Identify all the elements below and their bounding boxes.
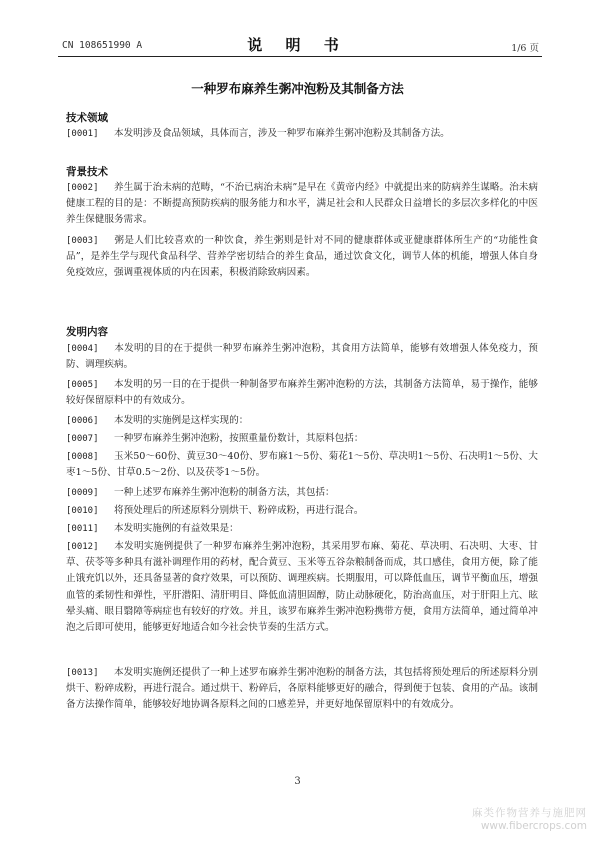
- paragraph-0004: [66, 341, 538, 373]
- paragraph-text: 一种上述罗布麻养生粥冲泡粉的制备方法，其包括：: [114, 487, 335, 498]
- paragraph-0012: [66, 539, 538, 636]
- paragraph-text: 养生属于治未病的范畴，“不治已病治未病”是早在《黄帝内经》中就提出来的防病养生谋略。治未病健康工程的目的是：不断提高预防疾病的服务能力和水平，满足社会和人民群众日益增长的多层次多样化的中医养生保健服务需求。: [66, 182, 538, 226]
- paragraph-number: [0001]: [66, 129, 99, 139]
- section-invention: 发明内容: [66, 326, 108, 338]
- paragraph-text: 本发明实施例的有益效果是：: [114, 523, 239, 534]
- page-number: 3: [294, 776, 301, 787]
- section-background: 背景技术: [66, 166, 108, 178]
- watermark-site-name: 麻类作物营养与施肥网: [472, 807, 587, 819]
- paragraph-number: [0007]: [66, 434, 99, 444]
- paragraph-number: [0013]: [66, 668, 99, 678]
- paragraph-number: [0003]: [66, 236, 99, 246]
- paragraph-text: 本发明实施例提供了一种罗布麻养生粥冲泡粉，其采用罗布麻、菊花、草决明、石决明、大枣、甘草、茯苓等多种具有滋补调理作用的药材，配合黄豆、玉米等五谷杂粮制备而成，其口感佳，食用方便，除了能止饿充饥以外，还具备显著的食疗效果，可以预防、调理疾病。长期服用，可以降低血压，调节平衡血压，增强血管的柔韧性和弹性，平肝潜阳、清肝明目、降低血清胆固醇，防止动脉硬化，防治高血压，对于肝阳上亢、眩晕头痛、眼目翳障等病症也有较好的疗效。并且，该罗布麻养生粥冲泡粉携带方便，食用方法简单，通过简单冲泡之后即可使用，能够更好地适合如今社会快节奏的生活方式。: [66, 541, 538, 634]
- paragraph-text: 将预处理后的所述原料分别烘干、粉碎成粉，再进行混合。: [114, 505, 364, 516]
- header-title: 说 明 书: [247, 36, 348, 54]
- header-divider: [58, 56, 542, 57]
- paragraph-number: [0009]: [66, 488, 99, 498]
- paragraph-text: 玉米50～60份、黄豆30～40份、罗布麻1～5份、菊花1～5份、草决明1～5份、石决明1～5份、大枣1～5份、甘草0.5～2份、以及茯苓1～5份。: [66, 451, 538, 479]
- paragraph-0011: [66, 521, 538, 537]
- paragraph-number: [0011]: [66, 524, 99, 534]
- page-indicator: 1/6 页: [511, 43, 539, 54]
- paragraph-0003: [66, 233, 538, 282]
- watermark: [472, 807, 587, 833]
- section-tech-field: 技术领域: [66, 112, 108, 124]
- paragraph-0013: [66, 665, 538, 714]
- paragraph-text: 本发明实施例还提供了一种上述罗布麻养生粥冲泡粉的制备方法，其包括将预处理后的所述原料分别烘干、粉碎成粉，再进行混合。通过烘干、粉碎后，各原料能够更好的融合，得到便于包装、食用的产品。该制备方法操作简单，能够较好地协调各原料之间的口感差异，并更好地保留原料中的有效成分。: [66, 667, 538, 711]
- paragraph-number: [0010]: [66, 506, 99, 516]
- paragraph-text: 本发明的另一目的在于提供一种制备罗布麻养生粥冲泡粉的方法，其制备方法简单，易于操作，能够较好保留原料中的有效成分。: [66, 379, 538, 407]
- paragraph-0006: [66, 413, 538, 429]
- paragraph-0005: [66, 377, 538, 409]
- paragraph-0007: [66, 431, 538, 447]
- paragraph-number: [0004]: [66, 344, 99, 354]
- paragraph-number: [0006]: [66, 416, 99, 426]
- paragraph-0002: [66, 180, 538, 229]
- watermark-url: www.fibercrops.com: [480, 820, 587, 832]
- document-title: 一种罗布麻养生粥冲泡粉及其制备方法: [191, 81, 404, 96]
- paragraph-number: [0002]: [66, 183, 99, 193]
- paragraph-0010: [66, 503, 538, 519]
- paragraph-number: [0008]: [66, 452, 99, 462]
- paragraph-number: [0005]: [66, 380, 99, 390]
- paragraph-text: 一种罗布麻养生粥冲泡粉，按照重量份数计，其原料包括：: [114, 433, 364, 444]
- paragraph-text: 本发明的实施例是这样实现的：: [114, 415, 249, 426]
- paragraph-0009: [66, 485, 538, 501]
- paragraph-number: [0012]: [66, 542, 99, 552]
- paragraph-text: 本发明的目的在于提供一种罗布麻养生粥冲泡粉，其食用方法简单，能够有效增强人体免疫力，预防、调理疾病。: [66, 343, 538, 371]
- paragraph-text: 本发明涉及食品领域，具体而言，涉及一种罗布麻养生粥冲泡粉及其制备方法。: [114, 128, 450, 139]
- paragraph-0008: [66, 449, 538, 481]
- paragraph-0001: [66, 126, 538, 142]
- patent-number: CN 108651990 A: [62, 40, 143, 51]
- paragraph-text: 粥是人们比较喜欢的一种饮食，养生粥则是针对不同的健康群体或亚健康群体所生产的“功能性食品”，是养生学与现代食品科学、营养学密切结合的养生食品，通过饮食文化，调节人体的机能，增强人体自身免疫效应，强调重视体质的内在因素，积极消除致病因素。: [66, 235, 538, 279]
